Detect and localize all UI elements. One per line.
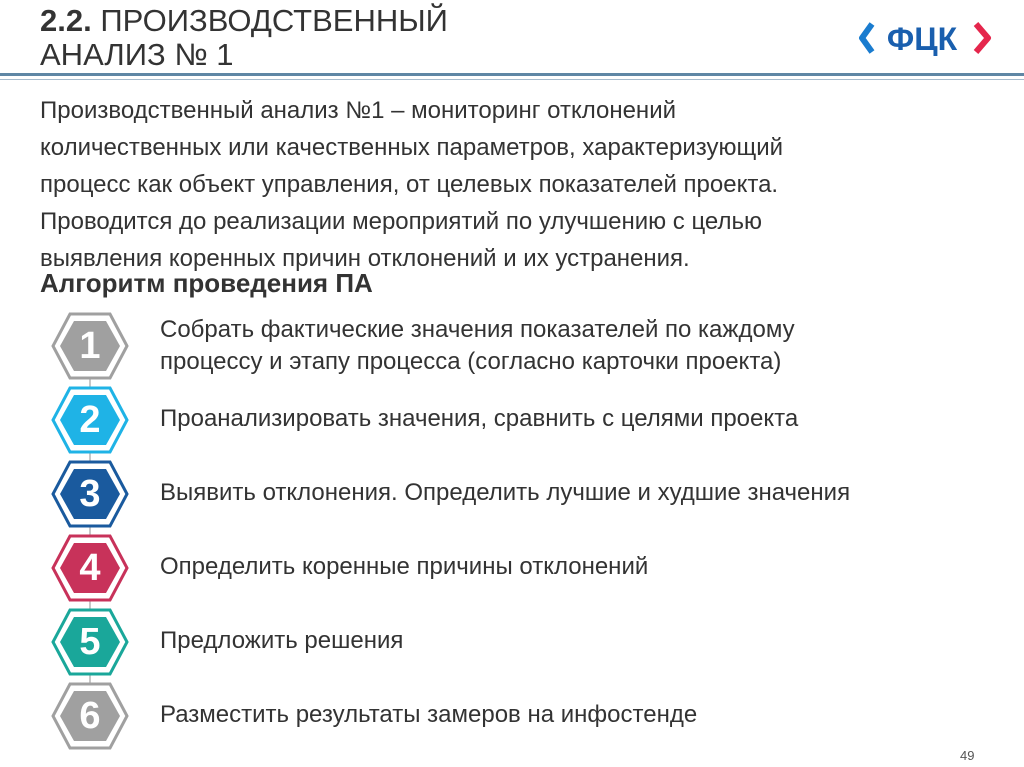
intro-paragraph [40, 92, 1000, 277]
header-rule [0, 73, 1024, 76]
intro-line: выявления коренных причин отклонений и их устранения. [40, 245, 690, 272]
step-3-hexagon [50, 459, 130, 529]
step-text-line: Собрать фактические значения показателей по каждому [160, 316, 795, 343]
step-2-hexagon [50, 385, 130, 455]
step-number: 3 [79, 473, 101, 515]
logo-text: ФЦК [886, 21, 958, 56]
step-3-text [160, 477, 1010, 509]
step-6-text [160, 699, 1010, 731]
step-text-line: процессу и этапу процесса (согласно карточки проекта) [160, 348, 782, 375]
section-number: 2.2. [40, 3, 92, 38]
step-1-text [160, 314, 1010, 378]
step-5-hexagon [50, 607, 130, 677]
step-text-line: Разместить результаты замеров на инфостенде [160, 701, 698, 728]
step-number: 2 [79, 399, 101, 441]
logo-right-arrow [976, 24, 988, 52]
step-5-text [160, 625, 1010, 657]
step-number: 1 [79, 325, 101, 367]
intro-line: Проводится до реализации мероприятий по улучшению с целью [40, 208, 762, 235]
step-text-line: Проанализировать значения, сравнить с целями проекта [160, 405, 799, 432]
step-text-line: Определить коренные причины отклонений [160, 553, 649, 580]
step-number: 6 [79, 695, 101, 737]
algorithm-heading: Алгоритм проведения ПА [40, 268, 373, 298]
step-text-line: Предложить решения [160, 627, 404, 654]
step-6-hexagon [50, 681, 130, 751]
page-number: 49 [960, 748, 975, 763]
step-4-text [160, 551, 1010, 583]
title-line-2: АНАЛИЗ № 1 [40, 37, 234, 72]
step-4-hexagon [50, 533, 130, 603]
intro-line: количественных или качественных параметров, характеризующий [40, 134, 784, 161]
header-rule-thin [0, 79, 1024, 80]
fck-logo [858, 20, 994, 56]
step-1-hexagon [50, 311, 130, 381]
step-text-line: Выявить отклонения. Определить лучшие и худшие значения [160, 479, 851, 506]
logo-left-bracket [862, 24, 872, 52]
step-number: 4 [79, 547, 101, 589]
intro-line: Производственный анализ №1 – мониторинг отклонений [40, 97, 676, 124]
step-number: 5 [79, 621, 101, 663]
title-line-1: ПРОИЗВОДСТВЕННЫЙ [100, 3, 448, 38]
step-2-text [160, 403, 1010, 435]
intro-line: процесс как объект управления, от целевых показателей проекта. [40, 171, 779, 198]
slide-title [40, 4, 740, 72]
